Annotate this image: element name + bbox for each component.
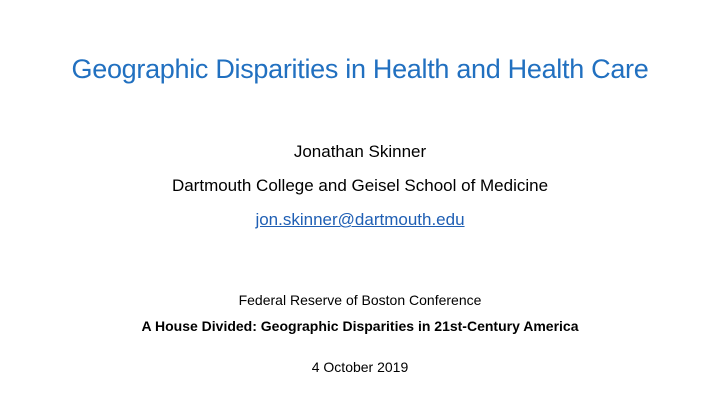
email-line [0,210,720,230]
author-name: Jonathan Skinner [293,142,427,161]
conference-name: Federal Reserve of Boston Conference [238,292,482,308]
email-link[interactable]: jon.skinner@dartmouth.edu [255,210,465,229]
author-affiliation: Dartmouth College and Geisel School of Medicine [171,176,549,195]
presentation-date: 4 October 2019 [311,359,409,375]
event-title: A House Divided: Geographic Disparities in 21st-Century America [141,318,579,334]
slide-title: Geographic Disparities in Health and Health Care [71,54,649,84]
